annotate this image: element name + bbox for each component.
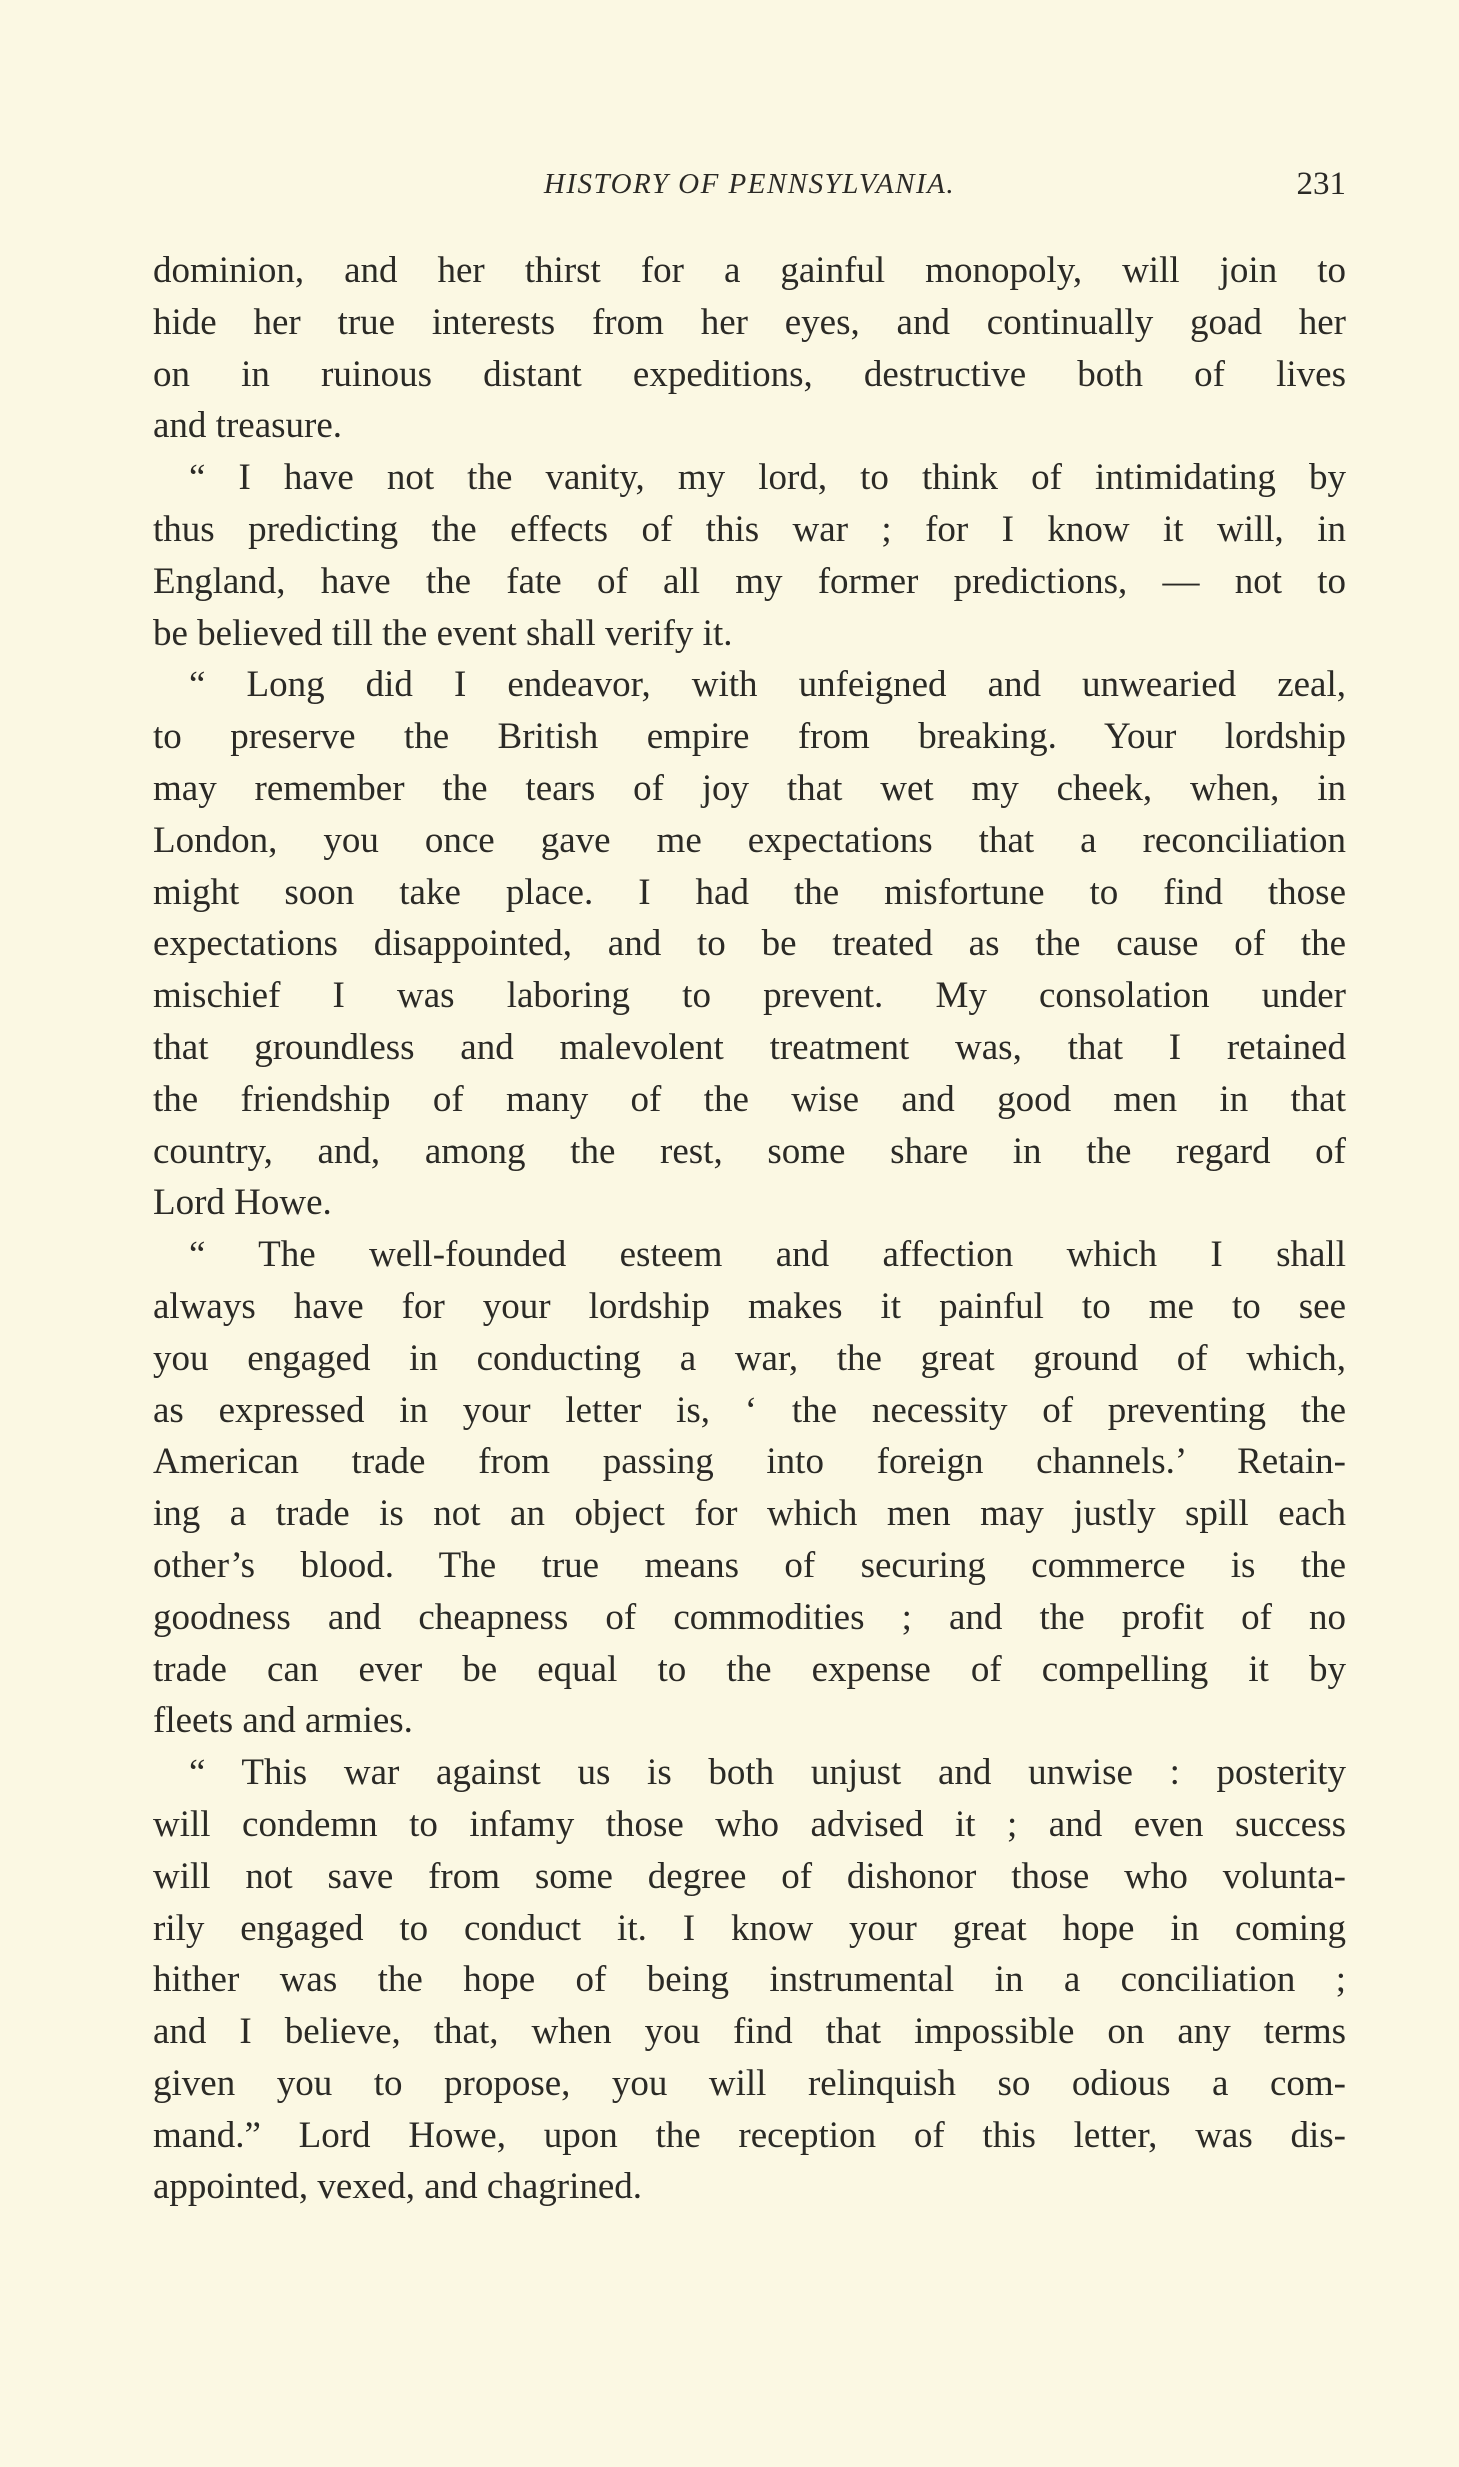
- text-line: country, and, among the rest, some share in the regard of: [153, 1130, 1346, 1172]
- text-line: Lord Howe.: [153, 1182, 332, 1224]
- text-line: always have for your lordship makes it painful to me to see: [153, 1285, 1346, 1327]
- text-line: will not save from some degree of dishonor those who volunta-: [153, 1855, 1346, 1897]
- text-line: thus predicting the effects of this war ; for I know it will, in: [153, 508, 1346, 550]
- text-line: as expressed in your letter is, ‘ the necessity of preventing the: [153, 1389, 1346, 1431]
- text-line: the friendship of many of the wise and good men in that: [153, 1078, 1346, 1120]
- text-line: hither was the hope of being instrumental in a conciliation ;: [153, 1959, 1346, 2001]
- text-line: England, have the fate of all my former predictions, — not to: [153, 560, 1346, 602]
- text-line: hide her true interests from her eyes, and continually goad her: [153, 301, 1346, 343]
- text-line: rily engaged to conduct it. I know your great hope in coming: [153, 1907, 1346, 1949]
- text-line: appointed, vexed, and chagrined.: [153, 2166, 643, 2208]
- page-number: 231: [1296, 166, 1346, 202]
- text-line: mand.” Lord Howe, upon the reception of this letter, was dis-: [153, 2114, 1346, 2156]
- text-line: trade can ever be equal to the expense of compelling it by: [153, 1648, 1346, 1690]
- text-line: “ This war against us is both unjust and unwise : posterity: [189, 1752, 1346, 1794]
- text-line: that groundless and malevolent treatment was, that I retained: [153, 1026, 1346, 1068]
- text-line: to preserve the British empire from breaking. Your lordship: [153, 716, 1346, 758]
- text-line: London, you once gave me expectations that a reconciliation: [153, 819, 1346, 861]
- text-line: other’s blood. The true means of securing commerce is the: [153, 1544, 1346, 1586]
- text-line: will condemn to infamy those who advised it ; and even success: [153, 1803, 1346, 1845]
- text-line: mischief I was laboring to prevent. My consolation under: [153, 975, 1346, 1017]
- text-line: fleets and armies.: [153, 1700, 413, 1742]
- text-line: be believed till the event shall verify it.: [153, 612, 733, 654]
- text-line: American trade from passing into foreign channels.’ Retain-: [153, 1441, 1346, 1483]
- text-line: may remember the tears of joy that wet my cheek, when, in: [153, 767, 1346, 809]
- text-line: expectations disappointed, and to be treated as the cause of the: [153, 923, 1346, 965]
- text-line: dominion, and her thirst for a gainful monopoly, will join to: [153, 250, 1346, 291]
- text-line: and I believe, that, when you find that impossible on any terms: [153, 2011, 1346, 2053]
- text-line: ing a trade is not an object for which men may justly spill each: [153, 1493, 1346, 1535]
- text-line: given you to propose, you will relinquish so odious a com-: [153, 2062, 1346, 2104]
- text-line: “ Long did I endeavor, with unfeigned and unwearied zeal,: [189, 664, 1346, 706]
- text-line: goodness and cheapness of commodities ; and the profit of no: [153, 1596, 1346, 1638]
- text-line: you engaged in conducting a war, the great ground of which,: [153, 1337, 1346, 1379]
- text-line: on in ruinous distant expeditions, destructive both of lives: [153, 353, 1346, 395]
- body-text: [153, 245, 1346, 2213]
- page-header: [153, 162, 1346, 206]
- text-line: and treasure.: [153, 405, 343, 447]
- text-line: “ I have not the vanity, my lord, to think of intimidating by: [189, 457, 1346, 499]
- text-line: “ The well-founded esteem and affection which I shall: [189, 1234, 1346, 1276]
- running-title: HISTORY OF PENNSYLVANIA.: [543, 168, 956, 200]
- text-line: might soon take place. I had the misfortune to find those: [153, 871, 1346, 913]
